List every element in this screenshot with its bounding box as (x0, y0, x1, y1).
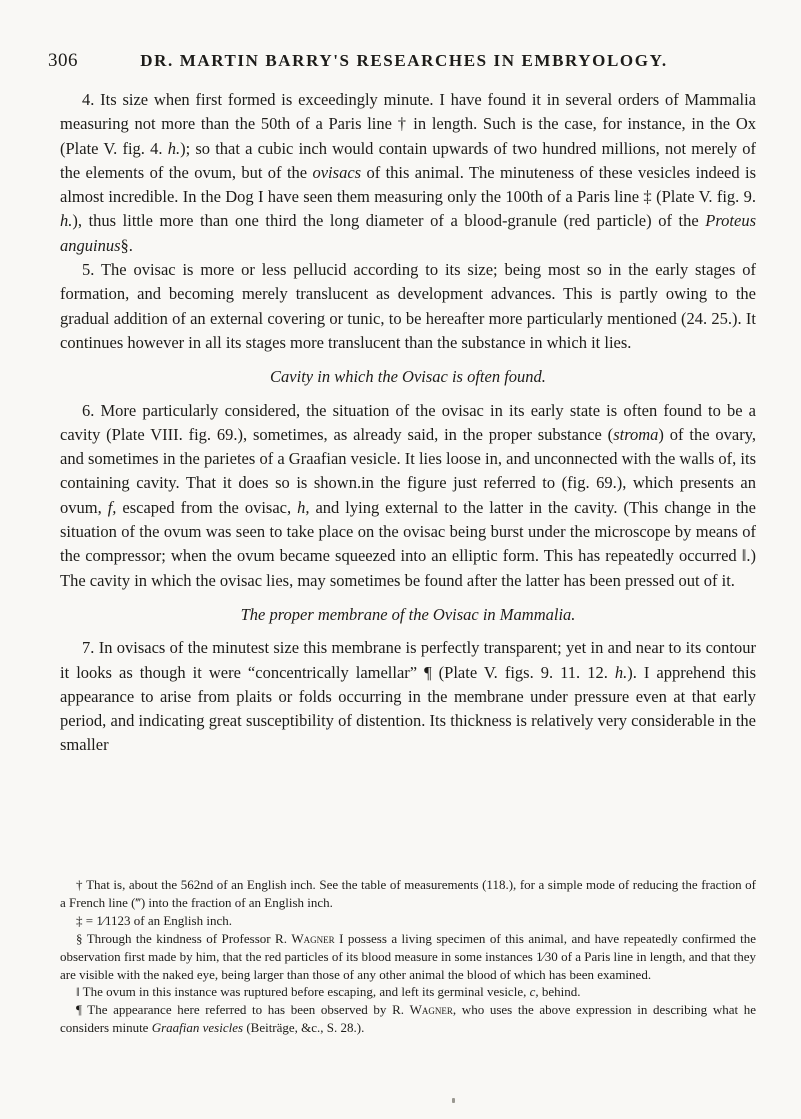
text-run: ); so that a cubic inch would contain upwards of two hundred millions, not merely of the elements of the ovum, but of the (60, 138, 757, 182)
figure-ref-letter: h. (614, 662, 628, 682)
species-name-proteus: Proteus anguinus (60, 211, 756, 255)
figure-ref-letter: h. (60, 211, 73, 231)
footnote-section (60, 930, 756, 984)
author-name-wagner: Wagner (409, 1002, 453, 1018)
text-run: of this animal. The minuteness of these vesicles indeed is almost incredible. In the Dog I have seen them measuring only the 100th of a Paris line ‡ (Plate V. fig. 9. (60, 162, 756, 207)
section-heading-cavity: Cavity in which the Ovisac is often found. (270, 367, 546, 387)
running-title: DR. MARTIN BARRY'S RESEARCHES IN EMBRYOLOGY. (140, 51, 668, 70)
footnote-dagger: † That is, about the 562nd of an English inch. See the table of measurements (118.), for a simple mode of reducing the fraction of a French line (‴) into the fraction of an English inch. (60, 877, 756, 910)
figure-ref-letter: h, (297, 497, 310, 517)
text-run: behind. (538, 984, 581, 1000)
paragraph-6 (60, 399, 756, 593)
page-number: 306 (48, 50, 78, 71)
text-run: , who uses the above expression in describing what he considers minute (60, 1002, 756, 1036)
paragraph-4 (60, 88, 756, 258)
footnote-double-dagger: ‡ = 1⁄1123 of an English inch. (76, 912, 232, 928)
author-name-wagner: Wagner (291, 930, 335, 946)
figure-ref-letter: h. (167, 138, 181, 158)
figure-ref-letter: c, (529, 984, 539, 1000)
running-head (48, 50, 760, 74)
footnote-pilcrow (60, 1001, 756, 1037)
italic-term-graafian-vesicles: Graafian vesicles (151, 1020, 244, 1036)
footnotes (60, 876, 756, 1037)
text-run: ). I apprehend this appearance to arise from plaits or folds occurring in the membrane under pressure even at that early period, and indicating great susceptibility of distention. Its thickness is relatively very considerable in the smaller (60, 662, 757, 755)
text-run: ¶ The appearance here referred to has been observed by R. (76, 1002, 410, 1018)
paragraph-5: 5. The ovisac is more or less pellucid according to its size; being most so in the early stages of formation, and becoming merely translucent as development advances. This is partly owing to the gradual addition of an external covering or tunic, to be hereafter more particularly mentioned (24. 25.). It continues however in all its stages more translucent than the substance in which it lies. (60, 260, 756, 352)
text-run: § Through the kindness of Professor R. (76, 930, 292, 946)
text-run: 4. Its size when first formed is exceedingly minute. I have found it in several orders of Mammalia measuring not more than the 50th of a Paris line † in length. Such is the case, for instance, in the Ox (Plate V. fig. 4. (60, 90, 756, 158)
text-run: ‖ The ovum in this instance was ruptured before escaping, and left its germinal vesicle, (76, 984, 530, 1000)
text-run: (Beiträge, &c., S. 28.). (243, 1020, 365, 1036)
footnote-parallel (60, 983, 756, 1001)
italic-term-ovisacs: ovisacs (312, 162, 362, 182)
section-heading-membrane: The proper membrane of the Ovisac in Mammalia. (240, 604, 576, 624)
body-text (60, 88, 756, 758)
text-run: ) of the ovary, and sometimes in the parietes of a Graafian vesicle. It lies loose in, and unconnected with the walls of, its containing cavity. That it does so is shown.in the figure just referred to (fig. 69.), which presents an ovum, (60, 424, 756, 517)
text-run: 7. In ovisacs of the minutest size this membrane is perfectly transparent; yet in and near to its contour it looks as though it were “concentrically lamellar” ¶ (Plate V. figs. 9. 11. 12. (60, 638, 756, 682)
paragraph-7 (60, 636, 756, 757)
text-run: and lying external to the latter in the cavity. (This change in the situation of the ovum was seen to take place on the ovisac being burst under the microscope by means of the compressor; when the ovum became squeezed into an elliptic form. This has repeatedly occurred ‖.) The cavity in which the ovisac lies, may sometimes be found after the latter has been pressed out of it. (60, 497, 756, 590)
text-run: ), thus little more than one third the long diameter of a blood-granule (red particle) of the (72, 211, 706, 231)
text-run: I possess a living specimen of this animal, and have repeatedly confirmed the observation first made by him, that the red particles of its blood measure in some instances 1⁄30 of a Paris line in length, and that they are visible with the naked eye, being larger than those of any other animal the blood of which has been examined. (60, 930, 756, 982)
text-run: 6. More particularly considered, the situation of the ovisac in its early state is often found to be a cavity (Plate VIII. fig. 69.), sometimes, as already said, in the proper substance ( (60, 400, 756, 444)
text-run: escaped from the ovisac, (116, 497, 298, 517)
text-run: §. (120, 235, 133, 255)
italic-term-stroma: stroma (613, 424, 659, 444)
scan-speck (452, 1098, 455, 1103)
figure-ref-letter: f, (107, 497, 117, 517)
